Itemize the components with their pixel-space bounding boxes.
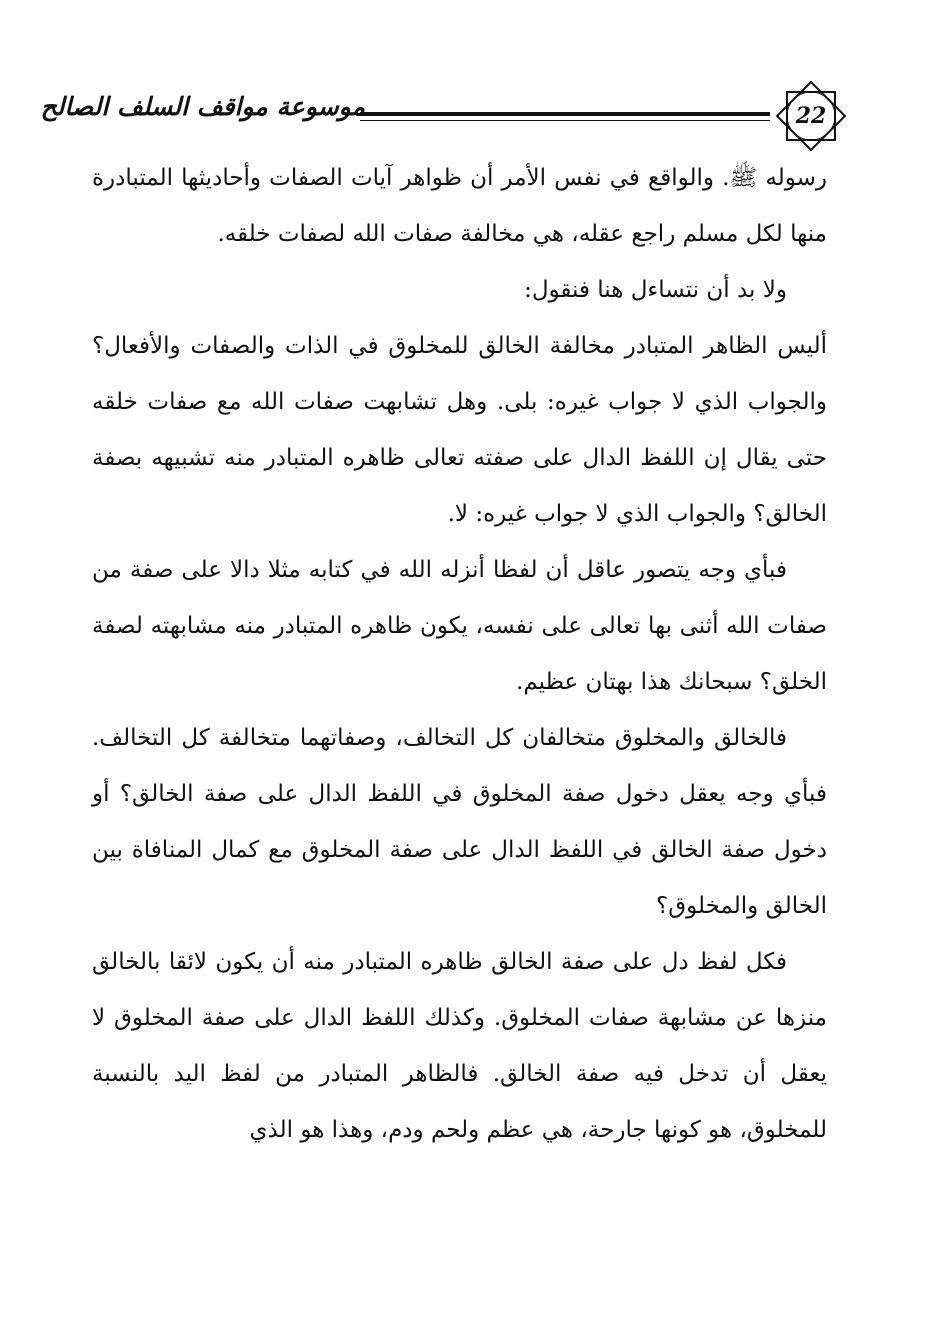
page-number: 22 [795, 103, 827, 129]
paragraph: فالخالق والمخلوق متخالفان كل التخالف، وصفاتهما متخالفة كل التخالف. فبأي وجه يعقل دخول صفة المخلوق في اللفظ الدال على صفة الخالق؟ أو دخول صفة الخالق في اللفظ الدال على صفة المخلوق مع كمال المنافاة بين الخالق والمخلوق؟ [92, 725, 827, 919]
paragraph: فكل لفظ دل على صفة الخالق ظاهره المتبادر منه أن يكون لائقا بالخالق منزها عن مشابهة صفات المخلوق. وكذلك اللفظ الدال على صفة المخلوق لا يعقل أن تدخل فيه صفة الخالق. فالظاهر المتبادر من لفظ اليد بالنسبة للمخلوق، هو كونها جارحة، هي عظم ولحم ودم، وهذا هو الذي [92, 949, 827, 1143]
paragraph: ولا بد أن نتساءل هنا فنقول: [524, 277, 787, 303]
paragraph: أليس الظاهر المتبادر مخالفة الخالق للمخلوق في الذات والصفات والأفعال؟ والجواب الذي لا جواب غيره: بلى. وهل تشابهت صفات الله مع صفات خلقه حتى يقال إن اللفظ الدال على صفته تعالى ظاهره المتبادر منه تشبيهه بصفة الخالق؟ والجواب الذي لا جواب غيره: لا. [92, 333, 827, 527]
header-rule-thin [360, 120, 770, 121]
page-number-badge [773, 78, 849, 154]
page-header [40, 78, 850, 158]
paragraph: فبأي وجه يتصور عاقل أن لفظا أنزله الله في كتابه مثلا دالا على صفة من صفات الله أثنى بها تعالى على نفسه، يكون ظاهره المتبادر منه مشابهته لصفة الخلق؟ سبحانك هذا بهتان عظيم. [92, 557, 827, 695]
page-body [92, 150, 827, 1158]
book-title: موسوعة مواقف السلف الصالح [40, 92, 365, 121]
header-rule-thick [360, 112, 770, 116]
paragraph: رسوله ﷺ. والواقع في نفس الأمر أن ظواهر آيات الصفات وأحاديثها المتبادرة منها لكل مسلم راجع عقله، هي مخالفة صفات الله لصفات خلقه. [92, 165, 827, 247]
